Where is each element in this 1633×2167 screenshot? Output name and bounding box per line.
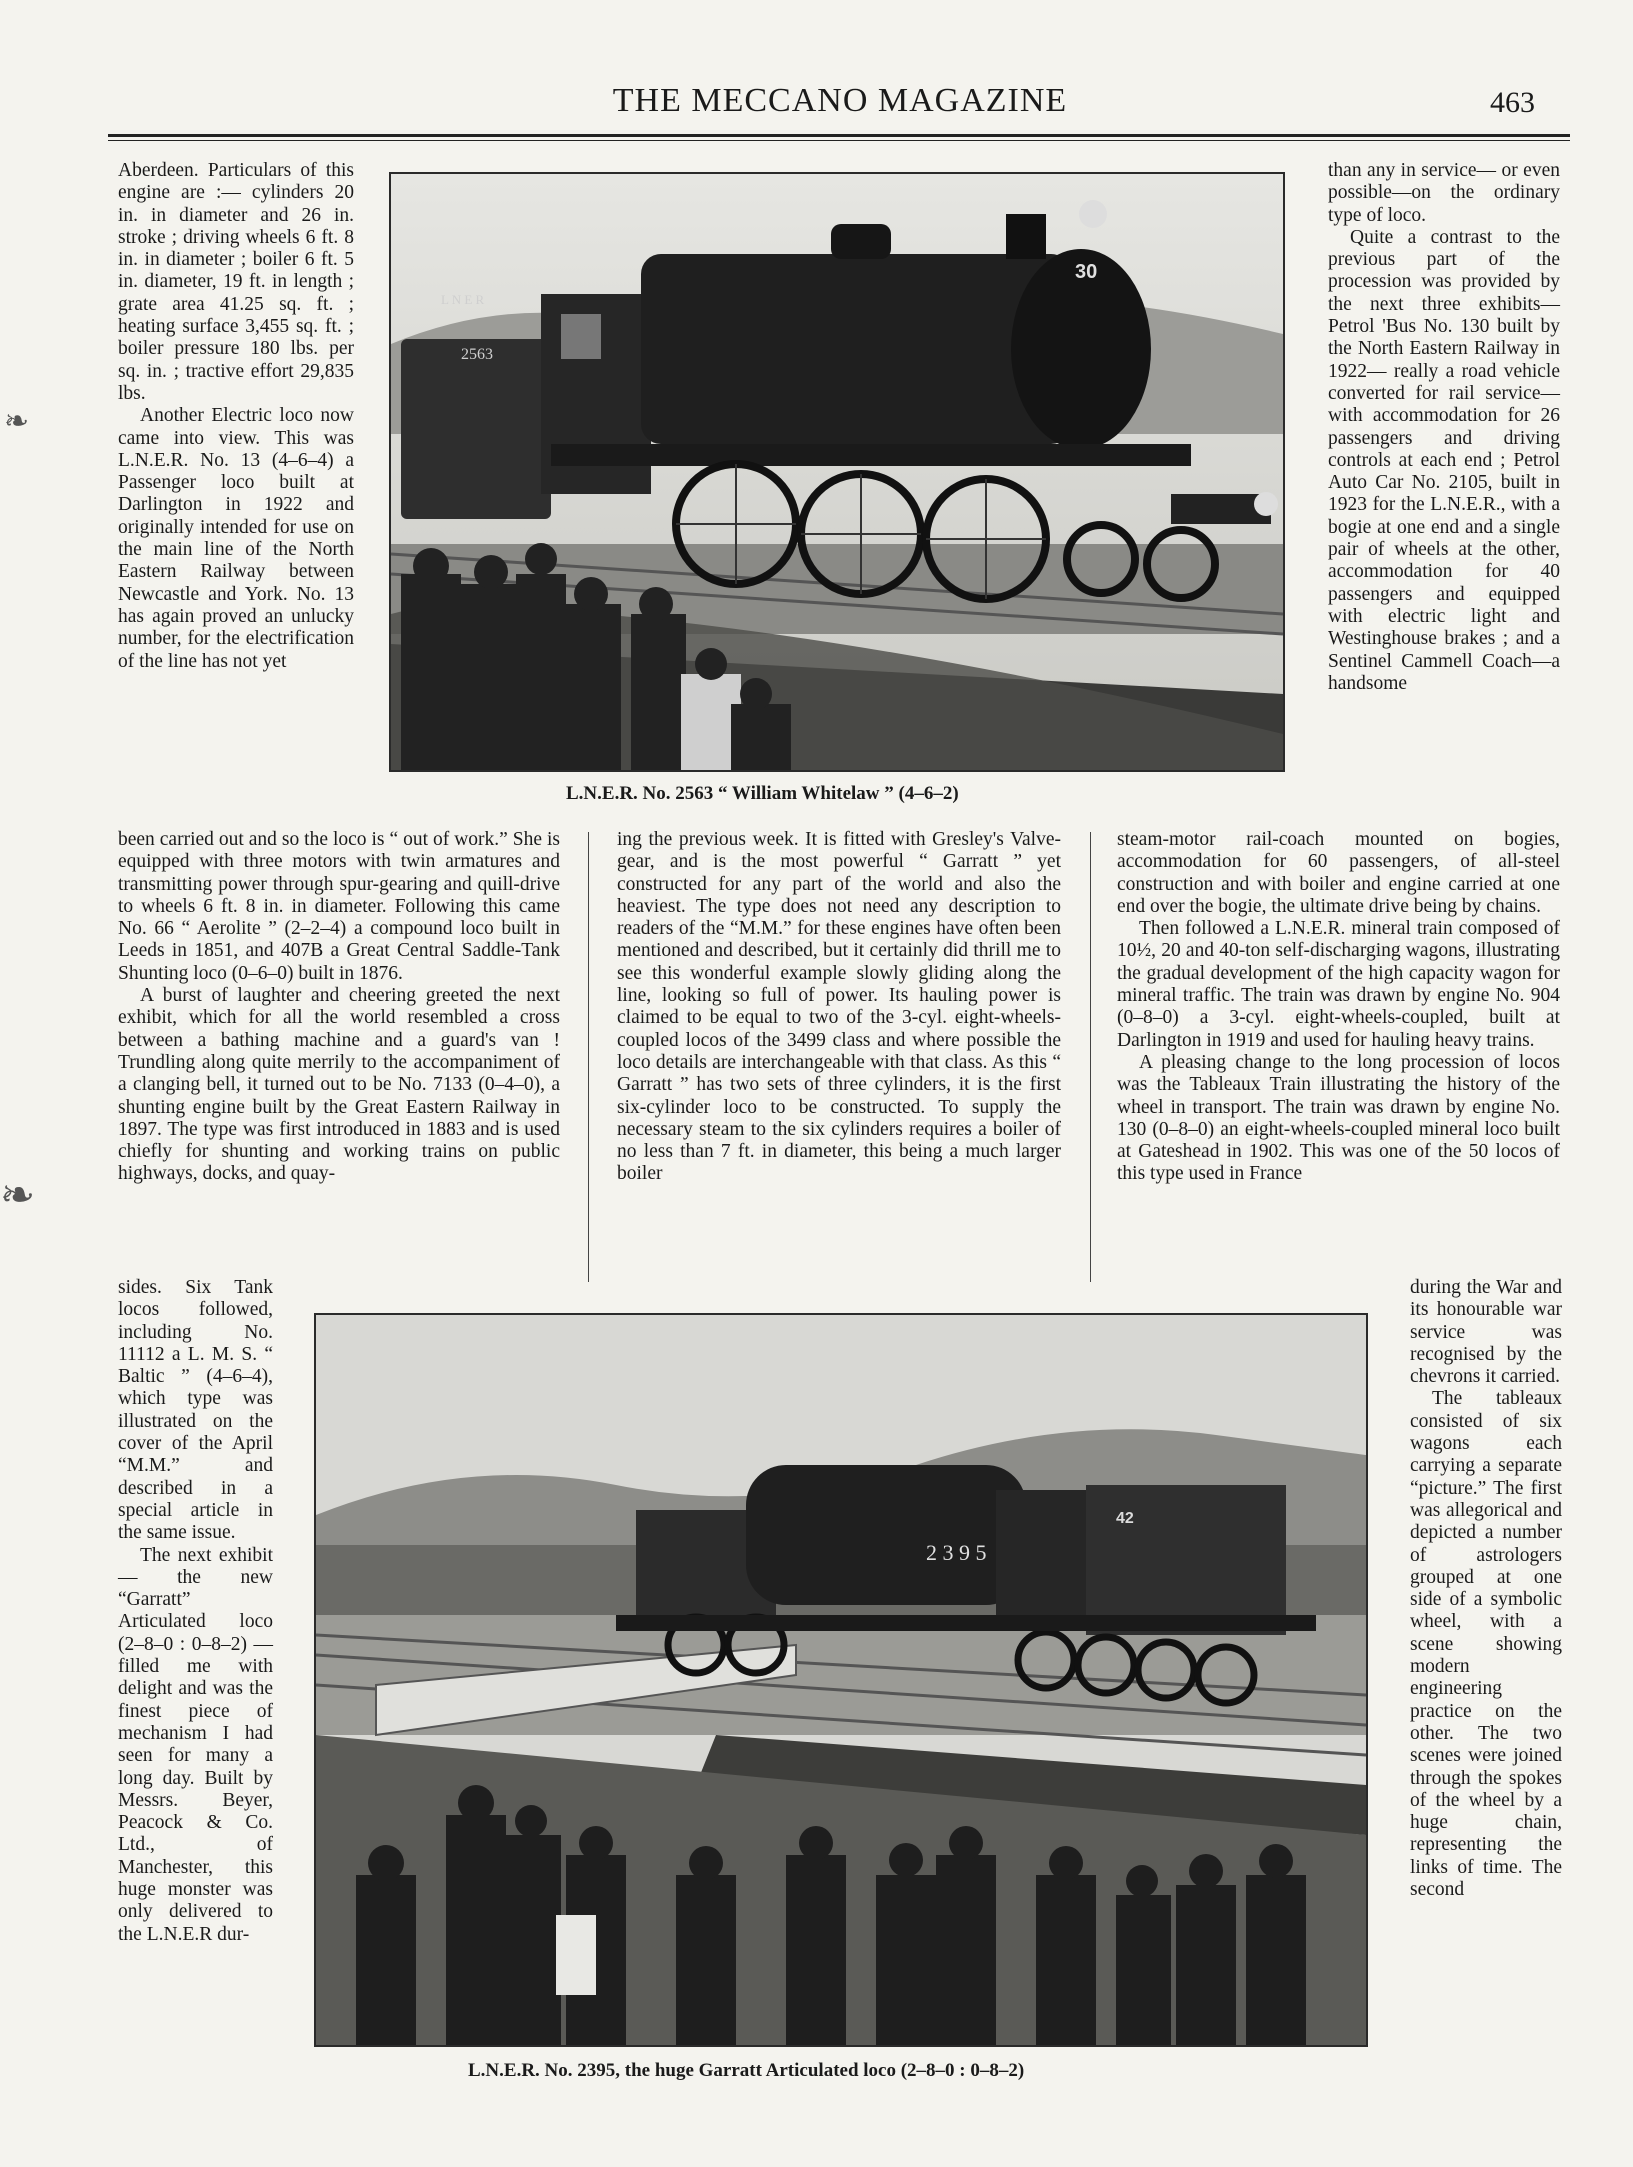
paragraph: Another Electric loco now came into view. This was L.N.E.R. No. 13 (4–6–4) a Passenger loco built at Darlington in 1922 and originally intended for use on the main line of the North Eastern Railway between Newcastle and York. No. 13 has again proved an unlucky number, for the electrification of the line has not yet	[118, 405, 354, 672]
paragraph: The next exhibit — the new “Garratt” Articulated loco (2–8–0 : 0–8–2) — filled me with delight and was the finest piece of mechanism I had seen for many a long day. Built by Messrs. Beyer, Peacock & Co. Ltd., of Manchester, this huge monster was only delivered to the L.N.E.R dur-	[118, 1544, 273, 1945]
column-divider	[588, 832, 589, 1282]
paragraph: ing the previous week. It is fitted with Gresley's Valve-gear, and is the most powerful “ Garratt ” yet constructed for any part of the world and also the heaviest. The type does not need any description to readers of the “M.M.” for these engines have often been mentioned and described, but it certainly did thrill me to see this wonderful example slowly gliding along the line, looking so full of power. Its hauling power is claimed to be equal to two of the 3-cyl. eight-wheels-coupled locos of the 3499 class and where possible the loco details are interchangeable with that class. As this “ Garratt ” has two sets of three cylinders, it is the first six-cylinder loco to be constructed. To supply the necessary steam to the six cylinders requires a boiler of no less than 7 ft. in diameter, this being a much larger boiler	[617, 829, 1061, 1185]
column-a-middle	[118, 829, 560, 1186]
tender-lettering: L N E R	[441, 292, 485, 307]
paragraph: Then followed a L.N.E.R. mineral train composed of 10½, 20 and 40-ton self-discharging wagons, illustrating the gradual development of the high capacity wagon for mineral traffic. The train was drawn by engine No. 904 (0–8–0) a 3-cyl. eight-wheels-coupled, built at Darlington in 1919 and used for hauling heavy trains.	[1117, 918, 1560, 1051]
binding-mark: ❧	[4, 405, 30, 438]
paragraph: sides. Six Tank locos followed, including No. 11112 a L. M. S. “ Baltic ” (4–6–4), which type was illustrated on the cover of the April “M.M.” and described in a special article in the same issue.	[118, 1277, 273, 1544]
paragraph: A pleasing change to the long procession of locos was the Tableaux Train illustrating the history of the wheel in transport. The train was drawn by engine No. 130 (0–8–0) an eight-wheels-coupled mineral loco built at Gateshead in 1902. This was one of the 50 locos of this type used in France	[1117, 1051, 1560, 1185]
paragraph: steam-motor rail-coach mounted on bogies, accommodation for 60 passengers, of all-steel construction and with boiler and engine carried at one end over the bogie, the ultimate drive being by chains.	[1117, 829, 1560, 917]
header-rule-thin	[108, 140, 1570, 141]
column-divider	[1090, 832, 1091, 1282]
paragraph: been carried out and so the loco is “ out of work.” She is equipped with three motors with twin armatures and transmitting power through spur-gearing and quill-drive to wheels 6 ft. 8 in. in diameter. Following this came No. 66 “ Aerolite ” (2–2–4) a compound loco built in Leeds in 1851, and 407B a Great Central Saddle-Tank Shunting loco (0–6–0) built in 1876.	[118, 829, 560, 984]
binding-mark: ❧	[0, 1173, 36, 1219]
column-b-middle	[617, 829, 1061, 1186]
paragraph: Aberdeen. Particulars of this engine are :— cylinders 20 in. in diameter and 26 in. stroke ; driving wheels 6 ft. 8 in. in diameter ; boiler 6 ft. 5 in. diameter, 19 ft. in length ; grate area 41.25 sq. ft. ; heating surface 3,455 sq. ft. ; boiler pressure 180 lbs. per sq. in. ; tractive effort 29,835 lbs.	[118, 160, 354, 404]
paragraph: A burst of laughter and cheering greeted the next exhibit, which for all the world resembled a cross between a bathing machine and a guard's van ! Trundling along quite merrily to the accompaniment of a clanging bell, it turned out to be No. 7133 (0–4–0), a shunting engine built by the Great Eastern Railway in 1897. The type was first introduced in 1883 and is used chiefly for shunting and working trains on public highways, docks, and quay-	[118, 985, 560, 1185]
page-number: 463	[1490, 86, 1535, 119]
cab-number: 2563	[461, 346, 493, 363]
garratt-number: 2 3 9 5	[926, 1540, 987, 1565]
smokebox-plate: 30	[1075, 261, 1098, 283]
paragraph: during the War and its honourable war service was recognised by the chevrons it carried.	[1410, 1277, 1562, 1388]
garratt-plate: 42	[1116, 1510, 1134, 1527]
paragraph: The tableaux consisted of six wagons each carrying a separate “picture.” The first was allegorical and depicted a number of astrologers grouped at one side of a symbolic wheel, with a scene showing modern engineering practice on the other. The two scenes were joined through the spokes of the wheel by a huge chain, representing the links of time. The second	[1410, 1388, 1562, 1901]
loco-2395-illustration	[316, 1315, 1366, 2045]
paragraph: Quite a contrast to the previous part of the procession was provided by the next three exhibits—Petrol 'Bus No. 130 built by the North Eastern Railway in 1922— really a road vehicle converted for rail service—with accommodation for 26 passengers and driving controls at each end ; Petrol Auto Car No. 2105, built in 1923 for the L.N.E.R., with a bogie at one end and a single pair of wheels at the other, accommodation for 40 passengers and equipped with electric light and Westinghouse brakes ; and a Sentinel Cammell Coach—a handsome	[1328, 226, 1560, 694]
magazine-title: THE MECCANO MAGAZINE	[612, 82, 1068, 119]
header-rule	[108, 134, 1570, 137]
column-left-top	[118, 160, 354, 673]
photo-william-whitelaw-loco	[389, 172, 1285, 772]
column-right-bottom	[1410, 1277, 1562, 1901]
photo-caption: L.N.E.R. No. 2395, the huge Garratt Articulated loco (2–8–0 : 0–8–2)	[468, 2060, 1025, 2081]
column-right-top	[1328, 160, 1560, 695]
column-c-middle	[1117, 829, 1560, 1186]
paragraph: than any in service— or even possible—on the ordinary type of loco.	[1328, 160, 1560, 226]
photo-caption: L.N.E.R. No. 2563 “ William Whitelaw ” (4–6–2)	[566, 783, 959, 804]
photo-garratt-loco	[314, 1313, 1368, 2047]
loco-2563-illustration	[391, 174, 1283, 770]
column-left-bottom	[118, 1277, 273, 1946]
